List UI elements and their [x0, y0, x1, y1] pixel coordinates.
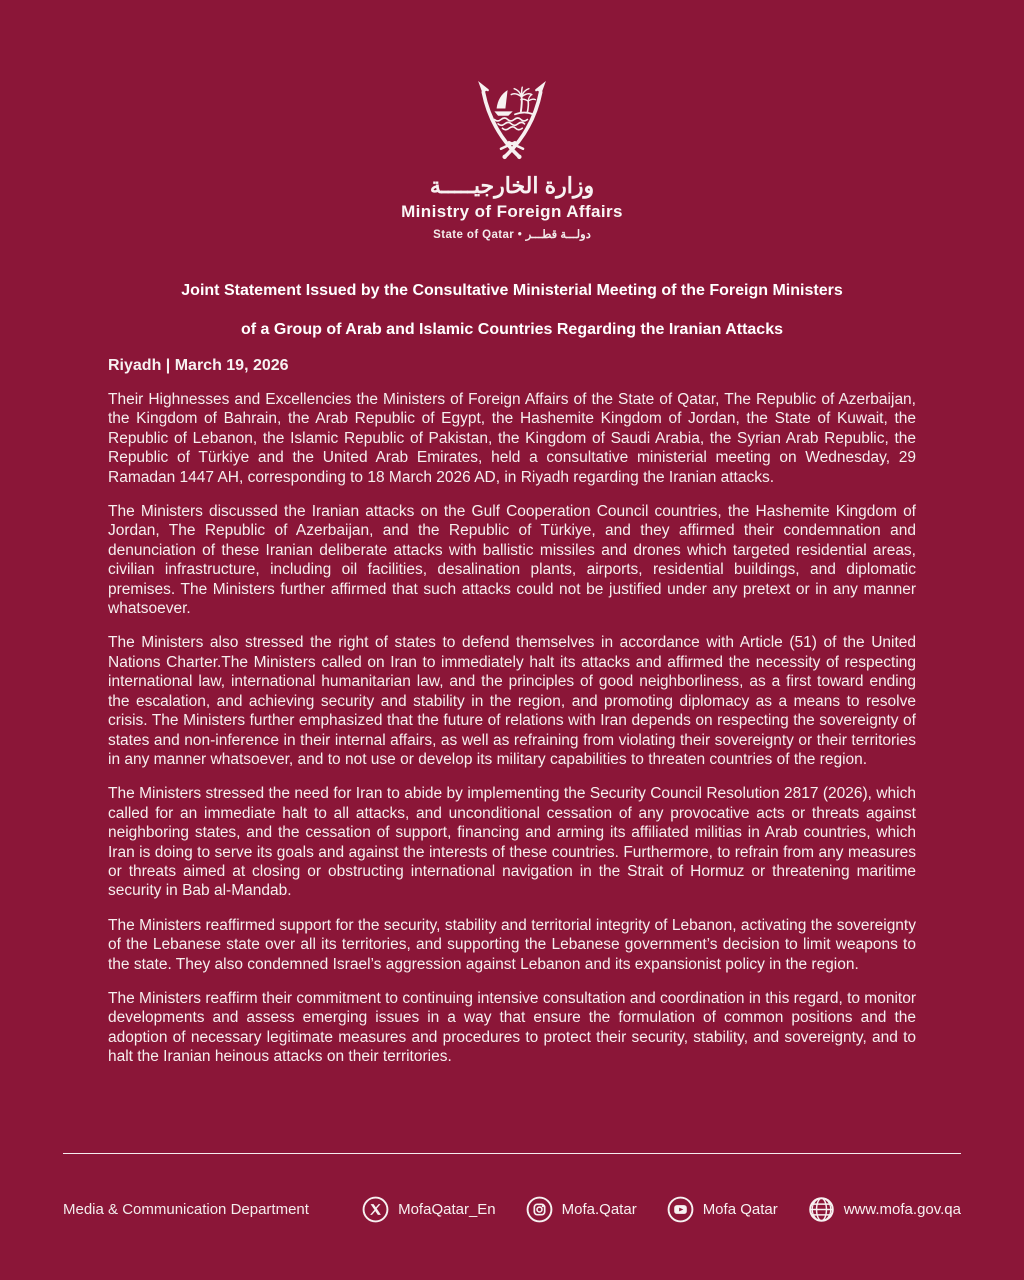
social-handle: MofaQatar_En: [398, 1201, 496, 1218]
social-link-website[interactable]: [808, 1196, 961, 1223]
paragraph-3: The Ministers also stressed the right of states to defend themselves in accordance with Article (51) of the United Nations Charter.The Ministers called on Iran to immediately halt its attacks and affirmed the necessity of respecting international law, international humanitarian law, and the principles of good neighborliness, as a first toward ending the escalation, and achieving security and stability in the region, and promoting diplomacy as a means to resolve crisis. The Ministers further emphasized that the future of relations with Iran depends on respecting the sovereignty of states and non-inference in their internal affairs, as well as refraining from violating their sovereignty or their territories in any manner whatsoever, and to not use or develop its military capabilities to threaten countries of the region.: [108, 634, 916, 768]
page-footer: [63, 1153, 961, 1223]
footer-divider: [63, 1153, 961, 1154]
paragraph-6: The Ministers reaffirm their commitment to continuing intensive consultation and coordination in this regard, to monitor developments and assess emerging issues in a way that ensure the formulation of common positions and the adoption of necessary legitimate measures and procedures to protect their security, stability, and sovereignty, and to halt the Iranian heinous attacks on their territories.: [108, 989, 916, 1066]
x-twitter-icon: [362, 1196, 389, 1223]
ministry-name-arabic: وزارة الخارجيـــــة: [429, 173, 595, 198]
qatar-emblem-icon: [462, 74, 562, 162]
statement-body: [108, 357, 916, 1067]
statement-title-line2: of a Group of Arab and Islamic Countries Regarding the Iranian Attacks: [240, 321, 783, 338]
paragraph-1: Their Highnesses and Excellencies the Ministers of Foreign Affairs of the State of Qatar, The Republic of Azerbaijan, the Kingdom of Bahrain, the Arab Republic of Egypt, the Hashemite Kingdom of Jordan, the State of Kuwait, the Republic of Lebanon, the Islamic Republic of Pakistan, the Kingdom of Saudi Arabia, the Syrian Arab Republic, the Republic of Türkiye and the United Arab Emirates, held a consultative ministerial meeting on Wednesday, 29 Ramadan 1447 AH, corresponding to 18 March 2026 AD, in Riyadh regarding the Iranian attacks.: [108, 391, 916, 486]
ministry-header: [0, 0, 1024, 241]
paragraph-4: The Ministers stressed the need for Iran to abide by implementing the Security Council Resolution 2817 (2026), which called for an immediate halt to all attacks, and unconditional cessation of any provocative acts or threats against neighboring states, and the cessation of support, financing and arming its affiliated militias in Arab countries, which Iran is doing to serve its goals and against the interests of these countries. Furthermore, to refrain from any measures or threats aimed at closing or obstructing international navigation in the Strait of Hormuz or threatening maritime security in Bab al-Mandab.: [108, 785, 916, 900]
social-handle: www.mofa.gov.qa: [843, 1201, 961, 1218]
paragraph-5: The Ministers reaffirmed support for the security, stability and territorial integrity of Lebanon, activating the sovereignty of the Lebanese state over all its territories, and supporting the Lebanese government’s decision to limit weapons to the state. They also condemned Israel’s aggression against Lebanon and its expansionist policy in the region.: [108, 916, 916, 973]
statement-title-line1: Joint Statement Issued by the Consultative Ministerial Meeting of the Foreign Ministers: [181, 282, 843, 299]
social-link-x[interactable]: [362, 1196, 496, 1223]
youtube-icon: [667, 1196, 694, 1223]
instagram-icon: [526, 1196, 553, 1223]
ministry-name-english: Ministry of Foreign Affairs: [401, 202, 623, 221]
globe-icon: [808, 1196, 835, 1223]
social-link-youtube[interactable]: [667, 1196, 778, 1223]
social-links: [362, 1196, 961, 1223]
social-link-instagram[interactable]: [526, 1196, 637, 1223]
department-label: Media & Communication Department: [63, 1201, 309, 1218]
dateline: Riyadh | March 19, 2026: [108, 357, 289, 374]
social-handle: Mofa Qatar: [702, 1201, 778, 1218]
paragraph-2: The Ministers discussed the Iranian attacks on the Gulf Cooperation Council countries, the Hashemite Kingdom of Jordan, The Republic of Azerbaijan, and the Republic of Türkiye, and they affirmed their condemnation and denunciation of these Iranian deliberate attacks with ballistic missiles and drones which targeted residential areas, civilian infrastructure, including oil facilities, desalination plants, airports, residential buildings, and diplomatic premises. The Ministers further affirmed that such attacks could not be justified under any pretext or in any manner whatsoever.: [108, 503, 916, 618]
state-of-qatar-line: State of Qatar • دولـــة قطـــر: [433, 229, 591, 241]
social-handle: Mofa.Qatar: [561, 1201, 637, 1218]
statement-title: [0, 271, 1024, 349]
